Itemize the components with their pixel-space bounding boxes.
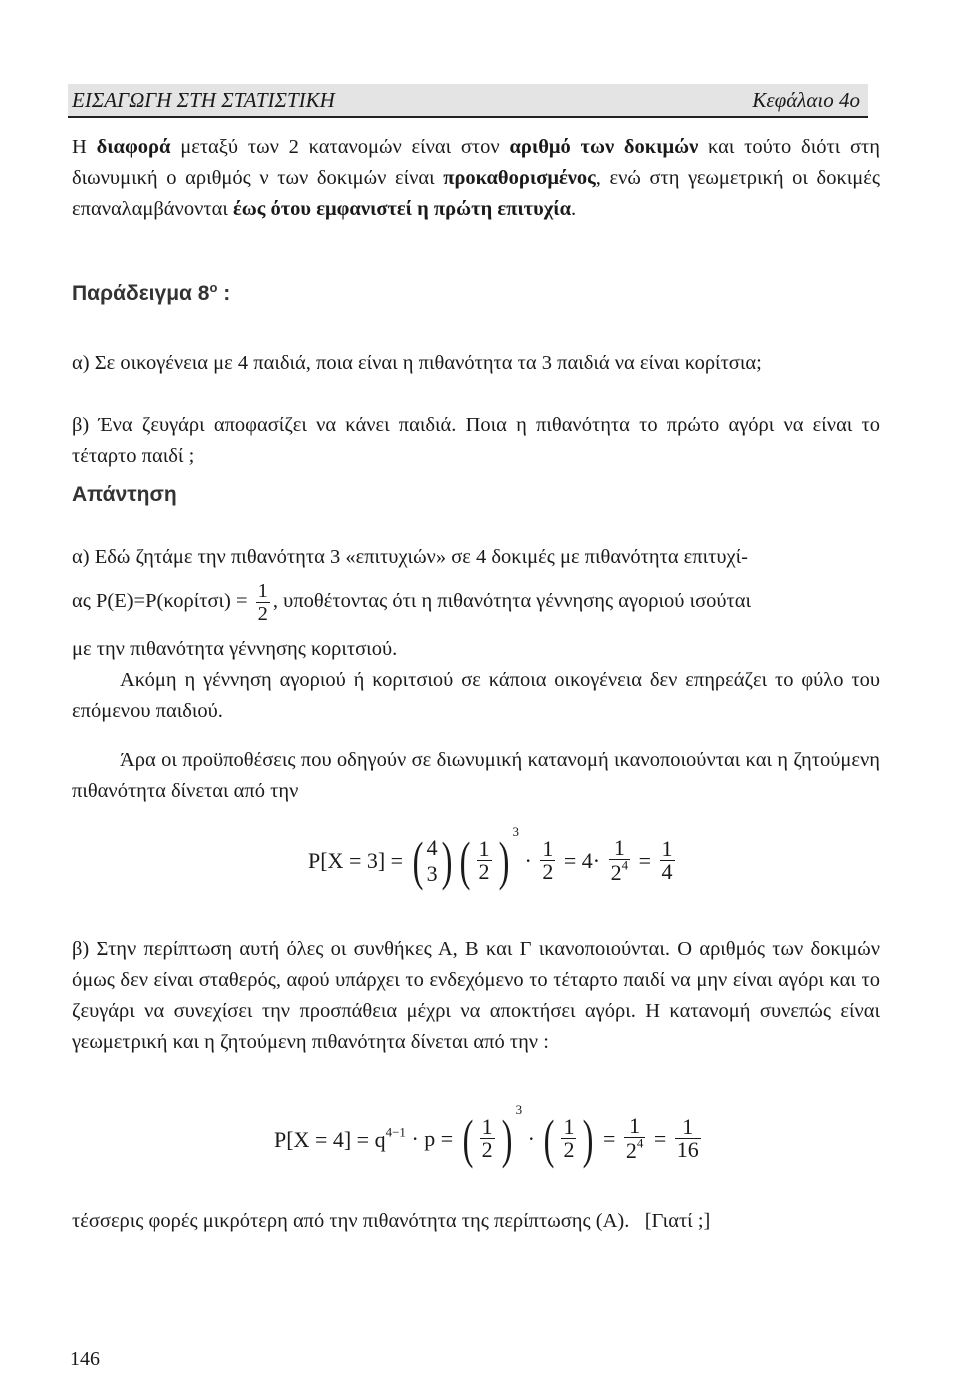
formula2-q-den: 2: [481, 1137, 493, 1163]
formula2-inv-num: 1: [629, 1113, 641, 1139]
example-heading: [72, 282, 230, 306]
formula1-paren-close: ): [441, 830, 452, 891]
conclusion: τέσσερις φορές μικρότερη από την πιθανότητα της περίπτωσης (Α). [Γιατί ;]: [72, 1210, 711, 1232]
intro-paragraph: [72, 132, 880, 225]
formula1-half-num: 1: [542, 836, 554, 862]
formula1-dot: ·: [524, 847, 532, 873]
running-header: [68, 84, 868, 118]
formula2-result: [675, 1116, 701, 1161]
intro-bold-2: αριθμό των δοκιμών: [509, 136, 699, 158]
binom-k: 3: [426, 860, 438, 886]
formula2-lhs-text: P[X = 4] = q: [274, 1126, 386, 1152]
formula2-inv-base: 2: [625, 1138, 637, 1164]
binomial-formula: [308, 824, 678, 891]
formula1-inv-num: 1: [613, 835, 625, 861]
formula1-result: [660, 838, 675, 883]
formula1-eq1: = 4·: [563, 847, 601, 873]
answer-a-line-2: [72, 580, 880, 625]
formula1-result-den: 4: [661, 859, 673, 885]
formula2-paren-open: (: [462, 1108, 474, 1169]
formula1-inv-exp: 4: [621, 858, 629, 874]
intro-bold-1: διαφορά: [96, 136, 171, 158]
question-a: α) Σε οικογένεια με 4 παιδιά, ποια είναι η πιθανότητα τα 3 παιδιά να είναι κορίτσια;: [72, 352, 762, 374]
formula2-q-power: 3: [515, 1102, 523, 1117]
answer-a-independence: Ακόμη η γέννηση αγοριού ή κοριτσιού σε κάποια οικογένεια δεν επηρεάζει το φύλο του επόμενου παιδιού.: [72, 669, 880, 722]
example-heading-colon: :: [217, 282, 231, 305]
answer-a-line-3: με την πιθανότητα γέννησης κοριτσιού.: [72, 638, 398, 660]
fraction-denominator: 2: [257, 603, 268, 625]
formula1-p-den: 2: [478, 859, 490, 885]
intro-text-5: .: [571, 198, 577, 220]
fraction-numerator: 1: [257, 580, 268, 602]
formula2-q: [480, 1116, 495, 1161]
page-number: 146: [70, 1348, 100, 1370]
formula1-half-den: 2: [542, 859, 554, 885]
intro-bold-4: έως ότου εμφανιστεί η πρώτη επιτυχία: [232, 198, 572, 220]
answer-a-prob-text: ας P(E)=P(κορίτσι) =: [72, 590, 253, 613]
formula1-p-num: 1: [478, 836, 490, 862]
answer-a-line-1: α) Εδώ ζητάμε την πιθανότητα 3 «επιτυχιών» σε 4 δοκιμές με πιθανότητα επιτυχί-: [72, 546, 748, 568]
formula2-eq1: =: [602, 1125, 616, 1151]
intro-text-2: μεταξύ των 2 κατανομών είναι στον: [170, 136, 510, 158]
formula2-inv-pow: [624, 1115, 646, 1162]
formula2-p: [561, 1116, 576, 1161]
formula1-paren-open-2: (: [459, 830, 470, 891]
formula2-p-den: 2: [563, 1137, 575, 1163]
formula1-result-num: 1: [661, 836, 673, 862]
formula1-exponent: 3: [512, 824, 520, 839]
formula2-paren-close-2: ): [583, 1108, 594, 1169]
intro-bold-3: προκαθορισμένος: [443, 167, 596, 189]
formula1-inv-den: [609, 859, 631, 884]
answer-a-assumption: , υποθέτοντας ότι η πιθανότητα γέννησης αγοριού ισούται: [272, 590, 752, 613]
binomial-coefficient: [427, 835, 438, 887]
formula1-lhs: P[X = 3] =: [308, 847, 404, 873]
formula1-half: [540, 838, 555, 883]
formula2-dot: ·: [527, 1125, 535, 1151]
formula2-inv-den: [624, 1137, 646, 1162]
geometric-formula: [274, 1102, 704, 1169]
formula2-inv-exp: 4: [636, 1136, 644, 1152]
intro-text-4: , ενώ στη γεωμετρική οι δοκιμές επαναλαμβάνονται: [72, 167, 881, 220]
formula2-eq2: =: [653, 1125, 667, 1151]
formula2-paren-close: ): [501, 1108, 513, 1169]
formula1-inv-base: 2: [610, 860, 622, 886]
example-heading-text: Παράδειγμα 8: [72, 282, 210, 305]
intro-text-3: και τούτο διότι στη διωνυμική ο αριθμός ν των δοκιμών είναι: [72, 136, 880, 189]
binom-n: 4: [426, 834, 438, 860]
intro-text-1: Η: [72, 136, 97, 158]
formula2-q-num: 1: [481, 1114, 493, 1140]
formula2-q-exp: 4−1: [385, 1124, 406, 1140]
formula2-p-num: 1: [563, 1114, 575, 1140]
header-chapter: Κεφάλαιο 4ο: [752, 88, 860, 112]
example-heading-sup: ο: [209, 280, 218, 295]
fraction-one-half: [256, 580, 270, 625]
formula1-eq2: =: [638, 847, 652, 873]
answer-heading: Απάντηση: [72, 483, 177, 506]
formula2-result-num: 1: [682, 1114, 694, 1140]
formula1-paren-close-2: ): [498, 830, 509, 891]
formula2-mid: · p =: [411, 1125, 454, 1151]
question-b: β) Ένα ζευγάρι αποφασίζει να κάνει παιδιά. Ποια η πιθανότητα το πρώτο αγόρι να είναι το τέταρτο παιδί ;: [72, 414, 880, 467]
header-book-title: ΕΙΣΑΓΩΓΗ ΣΤΗ ΣΤΑΤΙΣΤΙΚΗ: [72, 88, 335, 112]
formula2-lhs: [274, 1125, 406, 1150]
answer-a-conditions: Άρα οι προϋποθέσεις που οδηγούν σε διωνυμική κατανομή ικανοποιούνται και η ζητούμενη πιθανότητα δίνεται από την: [72, 749, 880, 802]
formula1-paren-open: (: [412, 830, 423, 891]
formula1-p: [477, 838, 492, 883]
formula1-inv-pow: [609, 837, 631, 884]
formula2-paren-open-2: (: [544, 1108, 555, 1169]
formula2-result-den: 16: [676, 1137, 699, 1163]
answer-b: β) Στην περίπτωση αυτή όλες οι συνθήκες Α, Β και Γ ικανοποιούνται. Ο αριθμός των δοκιμών όμως δεν είναι σταθερός, αφού υπάρχει το ενδεχόμενο το τέταρτο παιδί να μην είναι αγόρι και το ζευγάρι να συνεχίσει την προσπάθεια μέχρι να αποκτήσει αγόρι. Η κατανομή συνεπώς είναι γεωμετρική και η ζητούμενη πιθανότητα δίνεται από την :: [72, 938, 880, 1053]
